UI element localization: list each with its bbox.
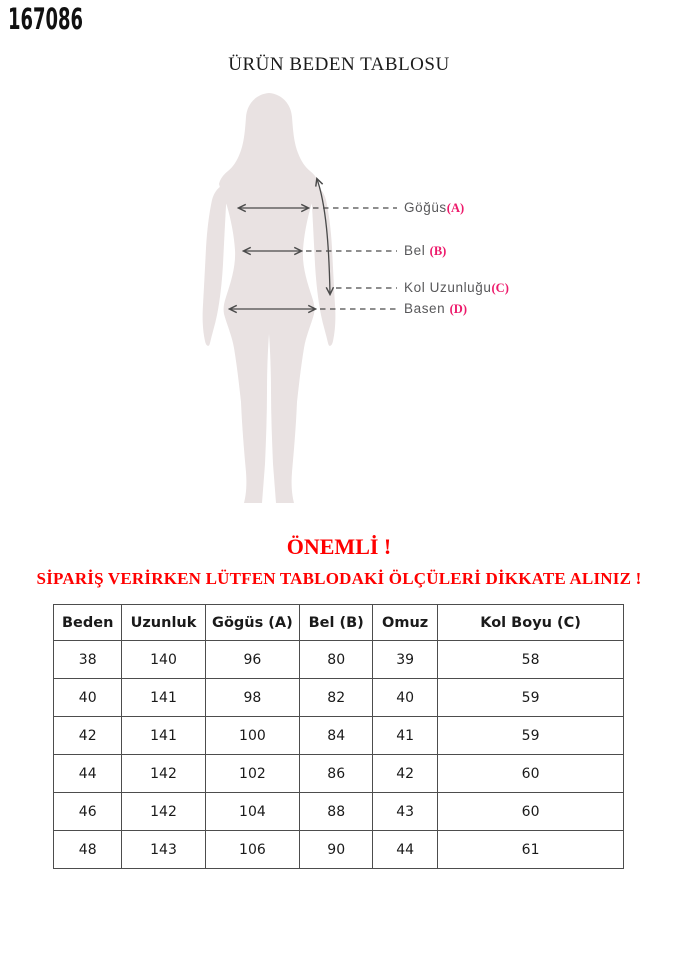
table-cell: 60 (438, 793, 624, 831)
table-cell: 88 (300, 793, 373, 831)
table-row (54, 793, 624, 831)
table-cell: 58 (438, 641, 624, 679)
table-cell: 100 (205, 717, 300, 755)
measure-label-arm-length (404, 281, 509, 295)
size-table-header-row (54, 605, 624, 641)
measure-label-waist (404, 244, 446, 258)
table-cell: 80 (300, 641, 373, 679)
table-header-cell: Kol Boyu (C) (438, 605, 624, 641)
table-cell: 48 (54, 831, 122, 869)
table-row (54, 831, 624, 869)
table-cell: 42 (54, 717, 122, 755)
body-left-arm (203, 184, 226, 346)
product-code: 167086 (8, 2, 84, 36)
measure-label-text: Basen (404, 301, 450, 316)
table-row (54, 679, 624, 717)
table-cell: 39 (373, 641, 438, 679)
table-cell: 96 (205, 641, 300, 679)
table-row (54, 755, 624, 793)
table-header-cell: Omuz (373, 605, 438, 641)
table-cell: 59 (438, 679, 624, 717)
measure-label-letter: (C) (491, 281, 509, 295)
body-measurement-figure (185, 85, 415, 520)
measure-label-chest (404, 201, 464, 215)
size-table-body (54, 641, 624, 869)
measure-label-hip (404, 302, 467, 316)
table-cell: 102 (205, 755, 300, 793)
size-table (53, 604, 624, 869)
page-title: ÜRÜN BEDEN TABLOSU (228, 54, 450, 75)
table-cell: 142 (122, 755, 205, 793)
table-cell: 84 (300, 717, 373, 755)
table-cell: 40 (373, 679, 438, 717)
table-row (54, 717, 624, 755)
table-cell: 60 (438, 755, 624, 793)
table-cell: 43 (373, 793, 438, 831)
notice-heading: ÖNEMLİ ! (286, 534, 392, 559)
table-cell: 82 (300, 679, 373, 717)
table-cell: 98 (205, 679, 300, 717)
table-cell: 46 (54, 793, 122, 831)
table-cell: 143 (122, 831, 205, 869)
notice-subheading: SİPARİŞ VERİRKEN LÜTFEN TABLODAKİ ÖLÇÜLERİ DİKKATE ALINIZ ! (36, 569, 642, 588)
measure-label-text: Kol Uzunluğu (404, 280, 492, 295)
measure-label-text: Bel (404, 243, 430, 258)
table-header-cell: Bel (B) (300, 605, 373, 641)
measure-label-text: Göğüs (404, 200, 447, 215)
table-cell: 41 (373, 717, 438, 755)
body-silhouette (219, 93, 319, 503)
table-cell: 61 (438, 831, 624, 869)
table-cell: 106 (205, 831, 300, 869)
table-header-cell: Uzunluk (122, 605, 205, 641)
measure-label-letter: (A) (446, 201, 465, 215)
table-cell: 44 (373, 831, 438, 869)
measure-label-letter: (B) (429, 244, 447, 258)
table-header-cell: Gögüs (A) (205, 605, 300, 641)
table-cell: 141 (122, 717, 205, 755)
table-cell: 140 (122, 641, 205, 679)
table-cell: 90 (300, 831, 373, 869)
table-cell: 142 (122, 793, 205, 831)
table-cell: 40 (54, 679, 122, 717)
table-cell: 59 (438, 717, 624, 755)
table-cell: 38 (54, 641, 122, 679)
table-cell: 86 (300, 755, 373, 793)
table-header-cell: Beden (54, 605, 122, 641)
table-cell: 44 (54, 755, 122, 793)
table-row (54, 641, 624, 679)
table-cell: 141 (122, 679, 205, 717)
table-cell: 104 (205, 793, 300, 831)
measure-label-letter: (D) (449, 302, 467, 316)
table-cell: 42 (373, 755, 438, 793)
